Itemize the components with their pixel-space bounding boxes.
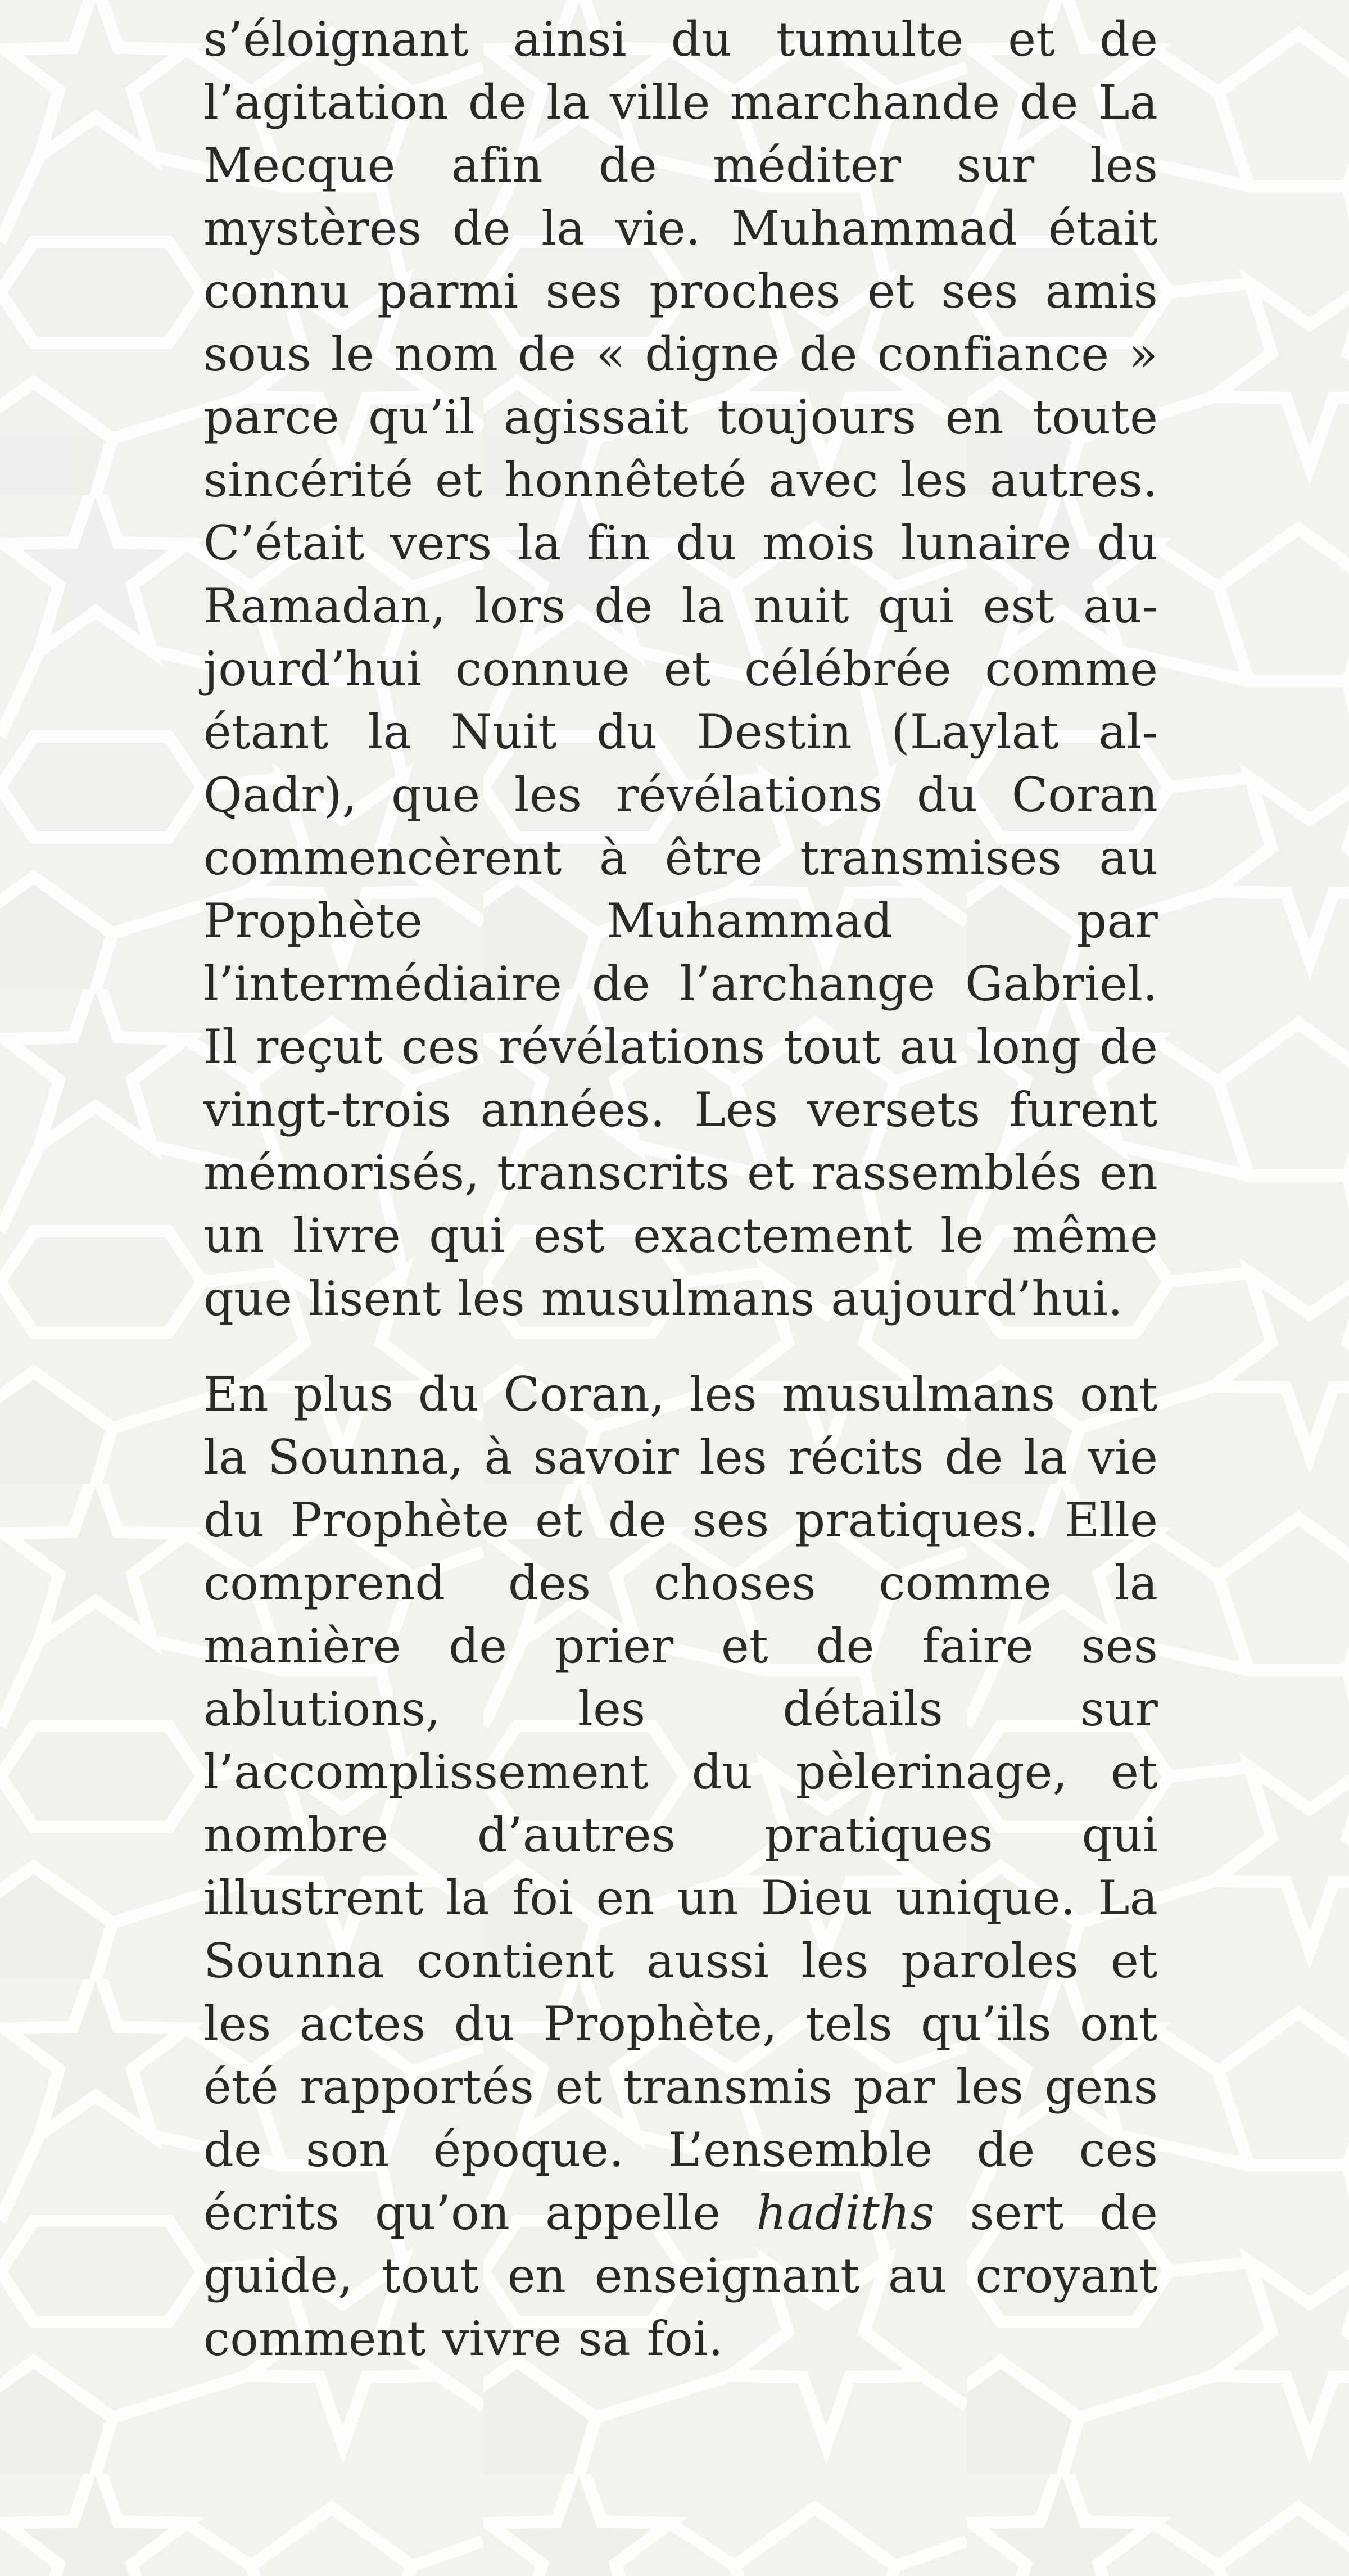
paragraph-sounna: En plus du Coran, les musulmans ont la Sounna, à savoir les récits de la vie du Prophète et de ses pratiques. Elle comprend des choses comme la manière de prier et de faire ses ablutions, les détails sur l’accomplissement du pèlerinage, et nombre d’autres pratiques qui illustrent la foi en un Dieu unique. La Sounna contient aussi les paroles et les actes du Prophète, tels qu’ils ont été rapportés et transmis par les gens de son époque. L’ensemble de ces écrits qu’on appelle hadiths sert de guide, tout en enseignant au croyant comment vivre sa foi.	[203, 1367, 1158, 2366]
page-text	[203, 8, 1158, 2370]
paragraph-revelation: s’éloignant ainsi du tumulte et de l’agitation de la ville marchande de La Mecque afin de méditer sur les mystères de la vie. Muhammad était connu parmi ses proches et ses amis sous le nom de « digne de confiance » parce qu’il agissait toujours en toute sincérité et honnêteté avec les autres. C’était vers la fin du mois lunaire du Ramadan, lors de la nuit qui est aujourd’hui connue et célébrée comme étant la Nuit du Destin (Laylat al-Qadr), que les révélations du Coran commencèrent à être transmises au Prophète Muhammad par l’intermédiaire de l’archange Gabriel. Il reçut ces révélations tout au long de vingt-trois années. Les versets furent mémorisés, transcrits et rassemblés en un livre qui est exactement le même que lisent les musulmans aujourd’hui.	[203, 12, 1158, 1326]
